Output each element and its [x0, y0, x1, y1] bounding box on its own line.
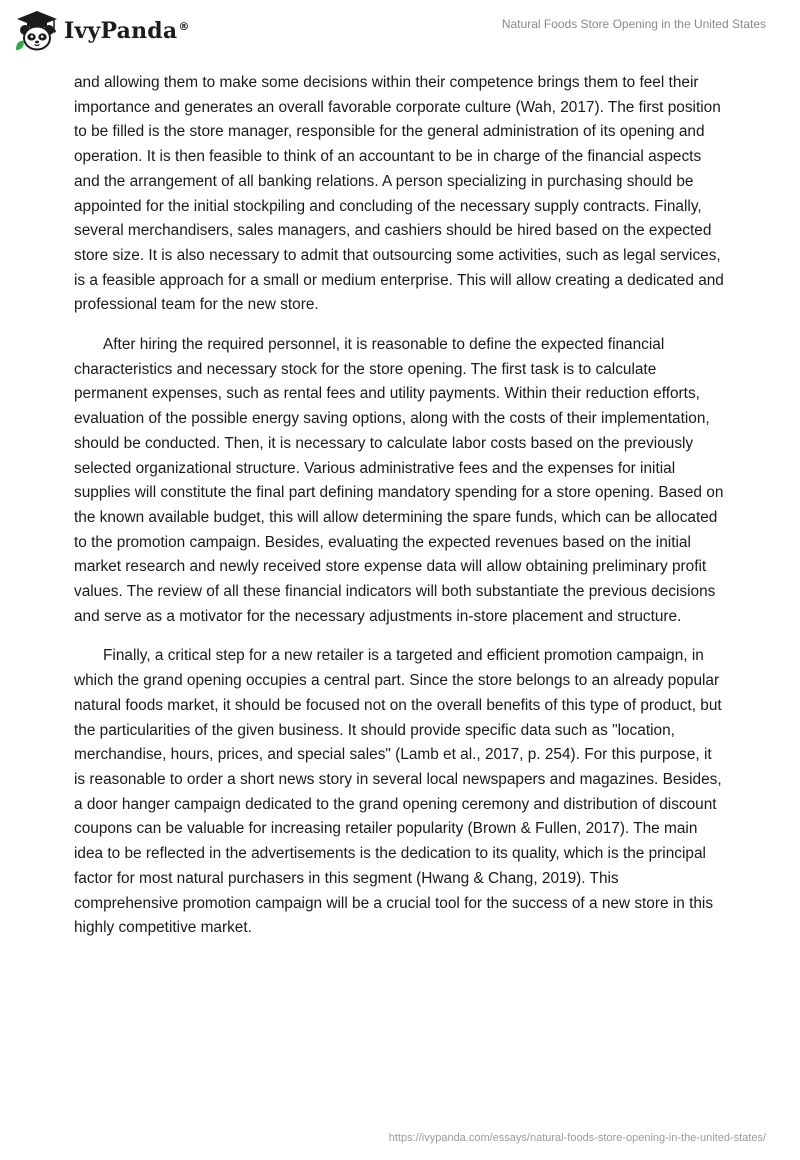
paragraph-1: and allowing them to make some decisions within their competence brings them to feel their importance and generates an overall favorable corporate culture (Wah, 2017). The first position to be filled is the store manager, responsible for the general administration of its opening and operation. It is then feasible to think of an accountant to be in charge of the financial aspects and the arrangement of all banking relations. A person specializing in purchasing should be appointed for the initial stockpiling and concluding of the necessary supply contracts. Finally, several merchandisers, sales managers, and cashiers should be hired based on the expected store size. It is also necessary to admit that outsourcing some activities, such as legal services, is a feasible approach for a small or medium enterprise. This will allow creating a dedicated and professional team for the new store. [74, 74, 724, 314]
logo-wordmark: IvyPanda® [64, 18, 190, 44]
footer-source-url[interactable]: https://ivypanda.com/essays/natural-foods-store-opening-in-the-united-states/ [388, 1132, 766, 1144]
essay-body [74, 71, 724, 956]
paragraph-2: After hiring the required personnel, it is reasonable to define the expected financial characteristics and necessary stock for the store opening. The first task is to calculate permanent expenses, such as rental fees and utility payments. Within their reduction efforts, evaluation of the possible energy saving options, along with the costs of their implementation, should be conducted. Then, it is necessary to calculate labor costs based on the previously selected organizational structure. Various administrative fees and the expenses for initial supplies will constitute the final part defining mandatory spending for a store opening. Based on the known available budget, this will allow determining the spare funds, which can be allocated to the promotion campaign. Besides, evaluating the expected revenues based on the initial market research and newly received store expense data will allow obtaining preliminary profit values. The review of all these financial indicators will both substantiate the previous decisions and serve as a motivator for the necessary adjustments in-store placement and structure. [74, 336, 724, 625]
paragraph-3: Finally, a critical step for a new retailer is a targeted and efficient promotion campaign, in which the grand opening occupies a central part. Since the store belongs to an already popular natural foods market, it should be focused not on the overall benefits of this type of product, but the particularities of the given business. It should provide specific data such as "location, merchandise, hours, prices, and special sales" (Lamb et al., 2017, p. 254). For this purpose, it is reasonable to order a short news story in several local newspapers and magazines. Besides, a door hanger campaign dedicated to the grand opening ceremony and distribution of discount coupons can be valuable for increasing retailer popularity (Brown & Fullen, 2017). The main idea to be reflected in the advertisements is the dedication to its quality, which is the principal factor for most natural purchasers in this segment (Hwang & Chang, 2019). This comprehensive promotion campaign will be a crucial tool for the success of a new store in this highly competitive market. [74, 647, 722, 937]
document-title: Natural Foods Store Opening in the United States [501, 17, 766, 31]
panda-graduate-icon [14, 10, 60, 52]
ivypanda-logo[interactable] [14, 10, 190, 52]
page-header [0, 0, 800, 60]
registered-mark: ® [178, 19, 190, 33]
